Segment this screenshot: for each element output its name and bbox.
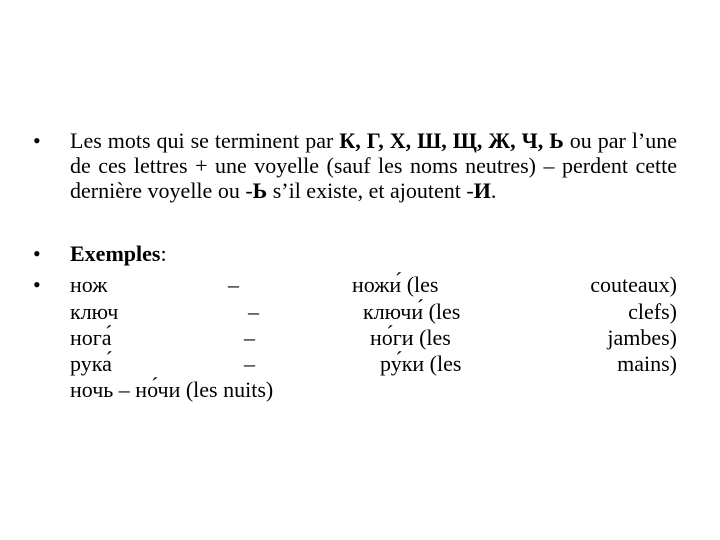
rule-paragraph xyxy=(70,128,677,203)
example-word: нога́ xyxy=(70,325,112,350)
example-meaning: couteaux) xyxy=(590,272,677,297)
example-plural: ру́ки (les xyxy=(380,351,462,376)
example-dash: – xyxy=(244,351,255,376)
rule-part3: s’il existe, et ajoutent - xyxy=(267,178,474,203)
example-plural: ножи́ (les xyxy=(352,272,439,297)
example-plural: ключи́ (les xyxy=(363,299,461,324)
examples-heading-label: Exemples xyxy=(70,241,161,266)
bullet-example-list: • xyxy=(33,272,41,297)
example-word: рука́ xyxy=(70,351,112,376)
example-plural: но́ги (les xyxy=(370,325,451,350)
example-meaning: mains) xyxy=(617,351,677,376)
rule-letter-i: И xyxy=(473,178,491,203)
rule-part1: Les mots qui se terminent par xyxy=(70,128,340,153)
example-meaning: clefs) xyxy=(628,299,677,324)
bullet-rule: • xyxy=(33,128,41,153)
example-dash: – xyxy=(228,272,239,297)
rule-soft-sign: Ь xyxy=(549,128,564,153)
example-last: ночь – но́чи (les nuits) xyxy=(70,377,274,402)
example-dash: – xyxy=(244,325,255,350)
rule-part2: ou par l’une de ces lettres + une voyelle (sauf les noms neutres) – perdent cette dernière voyelle ou - xyxy=(70,128,678,203)
examples-heading xyxy=(70,241,677,266)
example-word: ключ xyxy=(70,299,119,324)
rule-soft-sign-2: Ь xyxy=(252,178,268,203)
example-word: нож xyxy=(70,272,108,297)
bullet-examples: • xyxy=(33,241,41,266)
rule-letters: К, Г, Х, Ш, Щ, Ж, Ч, xyxy=(339,128,544,153)
example-meaning: jambes) xyxy=(607,325,677,350)
examples-heading-colon: : xyxy=(160,241,167,266)
rule-part4: . xyxy=(490,178,497,203)
example-dash: – xyxy=(248,299,259,324)
